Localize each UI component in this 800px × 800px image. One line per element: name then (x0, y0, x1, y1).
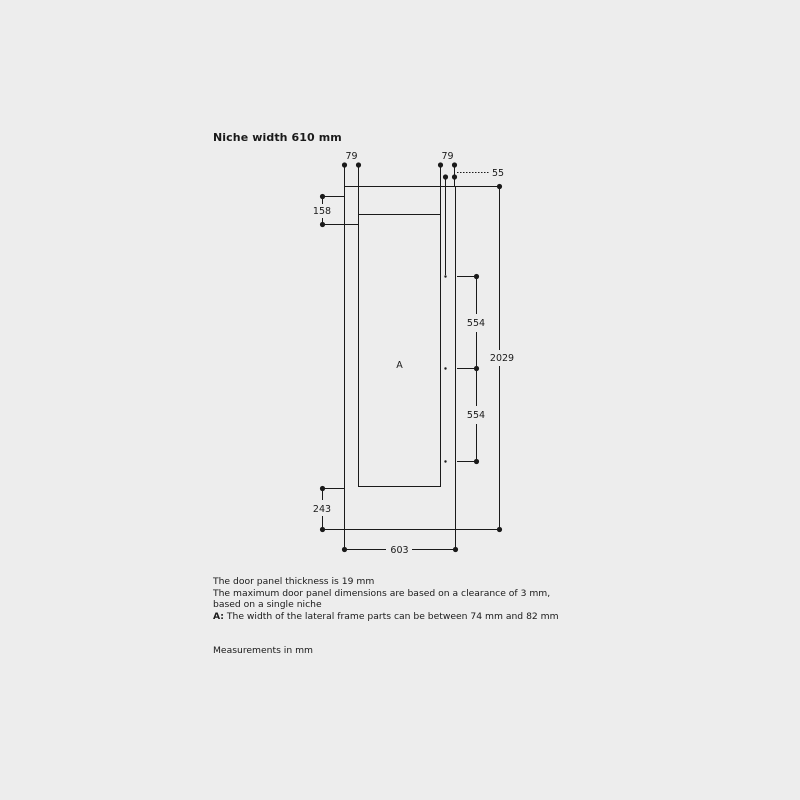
label-top-rail: 158 (312, 206, 332, 217)
note-a-label: A: (213, 610, 224, 622)
note-a-text: The width of the lateral frame parts can be between 74 mm and 82 mm (226, 610, 559, 622)
hinge-point-lower (444, 460, 446, 462)
note-thickness: The door panel thickness is 19 mm (213, 576, 375, 587)
measurements-footer: Measurements in mm (213, 645, 313, 656)
label-left-frame: 79 (345, 151, 358, 162)
notes-block (213, 576, 613, 622)
hinge-point-upper (444, 275, 446, 277)
label-total-height: 2029 (489, 353, 515, 364)
note-max-dims-2: based on a single niche (213, 599, 322, 610)
door-panel-outline (345, 187, 456, 530)
note-max-dims-1: The maximum door panel dimensions are based on a clearance of 3 mm, (213, 587, 551, 599)
note-a (213, 611, 613, 623)
label-hinge-lower: 554 (466, 410, 486, 421)
label-right-frame: 79 (441, 151, 454, 162)
inner-frame-outline (359, 215, 441, 487)
hinge-point-middle (444, 367, 446, 369)
label-bottom-rail: 243 (312, 504, 332, 515)
label-hinge-upper: 554 (466, 318, 486, 329)
label-top-gap: 55 (491, 168, 505, 179)
label-panel-a: A (396, 360, 403, 371)
diagram-title: Niche width 610 mm (213, 131, 342, 144)
dimension-markers (320, 162, 505, 552)
label-panel-width: 603 (390, 545, 409, 556)
